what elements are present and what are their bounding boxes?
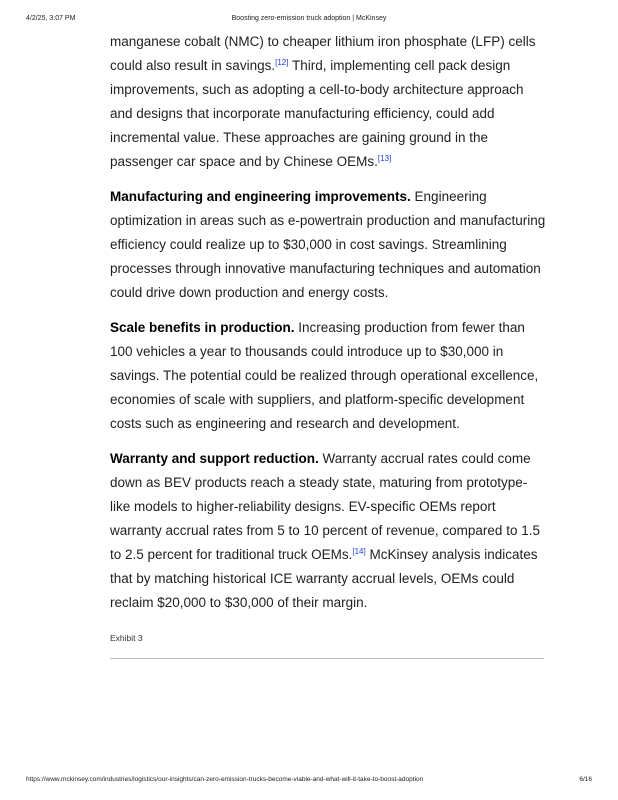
print-header bbox=[26, 15, 592, 25]
divider bbox=[110, 658, 544, 659]
reference-link-14[interactable]: [14] bbox=[352, 547, 366, 556]
paragraph-text: Third, implementing cell pack design improvements, such as adopting a cell-to-body architecture approach and designs that incorporate manufacturing efficiency, could add incremental value. These approaches are gaining ground in the passenger car space and by Chinese OEMs. bbox=[110, 58, 524, 169]
paragraph-heading: Scale benefits in production. bbox=[110, 320, 295, 335]
paragraph-text: Increasing production from fewer than 100 vehicles a year to thousands could introduce up to $30,000 in savings. The potential could be realized through operational excellence, economies of scale with suppliers, and platform-specific development costs such as engineering and research and development. bbox=[110, 320, 539, 431]
paragraph-manufacturing bbox=[110, 185, 546, 305]
print-datetime: 4/2/25, 3:07 PM bbox=[26, 15, 76, 22]
reference-link-12[interactable]: [12] bbox=[275, 58, 289, 67]
exhibit-label: Exhibit 3 bbox=[110, 633, 143, 643]
print-footer bbox=[26, 776, 592, 786]
paragraph-heading: Warranty and support reduction. bbox=[110, 451, 319, 466]
page-number: 6/16 bbox=[579, 776, 592, 783]
page-url: https://www.mckinsey.com/industries/logistics/our-insights/can-zero-emission-trucks-become-viable-and-what-will-it-take-to-boost-adoption bbox=[26, 776, 424, 783]
paragraph-battery-savings bbox=[110, 30, 546, 174]
paragraph-text: Warranty accrual rates could come down as BEV products reach a steady state, maturing from prototype-like models to higher-reliability designs. EV-specific OEMs report warranty accrual rates from 5 to 10 percent of revenue, compared to 1.5 to 2.5 percent for traditional truck OEMs. bbox=[110, 451, 540, 562]
paragraph-warranty bbox=[110, 447, 546, 615]
print-page-title: Boosting zero-emission truck adoption | McKinsey bbox=[231, 15, 387, 22]
paragraph-text: manganese cobalt (NMC) to cheaper lithium iron phosphate (LFP) cells could also result in savings. bbox=[110, 34, 536, 73]
paragraph-scale bbox=[110, 316, 546, 436]
paragraph-text: Engineering optimization in areas such as e-powertrain production and manufacturing efficiency could realize up to $30,000 in cost savings. Streamlining processes through innovative manufacturing techniques and automation could drive down production and energy costs. bbox=[110, 189, 546, 300]
reference-link-13[interactable]: [13] bbox=[377, 154, 392, 163]
article-body bbox=[110, 30, 546, 626]
paragraph-heading: Manufacturing and engineering improvements. bbox=[110, 189, 411, 204]
paragraph-text: McKinsey analysis indicates that by matching historical ICE warranty accrual levels, OEMs could reclaim $20,000 to $30,000 of their margin. bbox=[110, 547, 538, 610]
